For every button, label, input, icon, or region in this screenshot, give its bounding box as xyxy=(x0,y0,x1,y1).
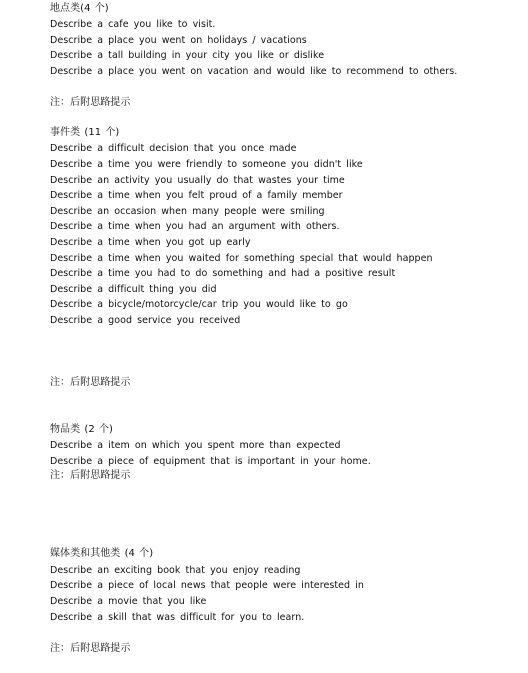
section-note: 注：后附思路提示 xyxy=(50,377,131,388)
list-item: Describe a good service you received xyxy=(50,315,241,326)
section-note: 注：后附思路提示 xyxy=(50,643,131,654)
section-heading-places: 地点类(4 个) xyxy=(50,3,109,14)
list-item: Describe a difficult decision that you once made xyxy=(50,143,297,154)
list-item: Describe an activity you usually do that wastes your time xyxy=(50,175,345,186)
list-item: Describe a tall building in your city you like or dislike xyxy=(50,50,325,61)
list-item: Describe a place you went on holidays / vacations xyxy=(50,35,307,46)
list-item: Describe a piece of local news that people were interested in xyxy=(50,580,364,591)
list-item: Describe an exciting book that you enjoy reading xyxy=(50,565,301,576)
list-item: Describe a time you were friendly to someone you didn't like xyxy=(50,159,363,170)
section-note: 注：后附思路提示 xyxy=(50,470,131,481)
list-item: Describe a time when you had an argument with others. xyxy=(50,221,340,232)
section-note: 注：后附思路提示 xyxy=(50,97,131,108)
list-item: Describe a time when you felt proud of a family member xyxy=(50,190,343,201)
list-item: Describe a cafe you like to visit. xyxy=(50,19,216,30)
list-item: Describe a time when you got up early xyxy=(50,237,251,248)
list-item: Describe a difficult thing you did xyxy=(50,284,217,295)
list-item: Describe an occasion when many people were smiling xyxy=(50,206,325,217)
list-item: Describe a bicycle/motorcycle/car trip you would like to go xyxy=(50,299,348,310)
list-item: Describe a movie that you like xyxy=(50,596,207,607)
section-heading-objects: 物品类 (2 个) xyxy=(50,424,113,435)
section-heading-events: 事件类 (11 个) xyxy=(50,127,120,138)
list-item: Describe a piece of equipment that is important in your home. xyxy=(50,456,371,467)
list-item: Describe a time when you waited for something special that would happen xyxy=(50,253,433,264)
list-item: Describe a place you went on vacation and would like to recommend to others. xyxy=(50,66,458,77)
section-heading-media-other: 媒体类和其他类 (4 个) xyxy=(50,548,154,559)
list-item: Describe a skill that was difficult for you to learn. xyxy=(50,612,305,623)
list-item: Describe a item on which you spent more than expected xyxy=(50,440,341,451)
list-item: Describe a time you had to do something and had a positive result xyxy=(50,268,396,279)
